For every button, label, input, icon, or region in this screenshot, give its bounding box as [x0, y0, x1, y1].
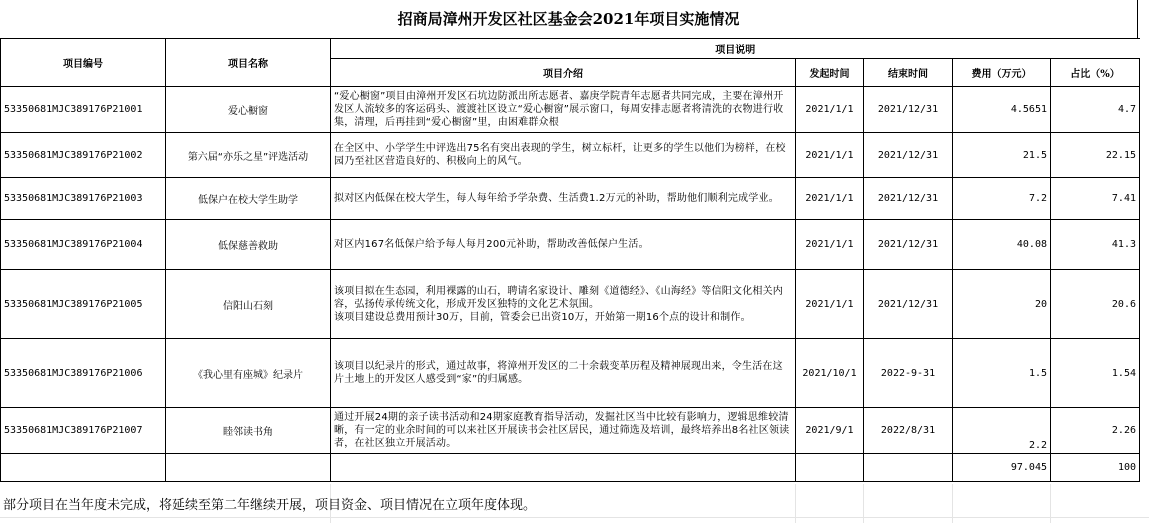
projects-table: [0, 38, 1140, 482]
cell-intro: 在全区中、小学学生中评选出75名有突出表现的学生，树立标杆，让更多的学生以他们为榜样，在校园乃至社区营造良好的、积极向上的风气。: [331, 133, 796, 178]
cell-ratio: 1.54: [1051, 339, 1140, 408]
cell-intro: 该项目以纪录片的形式，通过故事，将漳州开发区的二十余载变革历程及精神展现出来，令生活在这片土地上的开发区人感受到“家”的归属感。: [331, 339, 796, 408]
header-ratio: 占比（%）: [1051, 59, 1140, 87]
cell-cost: 7.2: [953, 178, 1051, 220]
grid-line: [0, 517, 1149, 518]
table-row: [1, 133, 1140, 178]
cell-cost: 4.5651: [953, 87, 1051, 133]
cell-start: 2021/1/1: [796, 178, 864, 220]
cell-intro: 对区内167名低保户给予每人每月200元补助，帮助改善低保户生活。: [331, 220, 796, 270]
total-ratio: 100: [1051, 454, 1140, 482]
cell-name: 爱心橱窗: [166, 87, 331, 133]
cell-code: 53350681MJC389176P21001: [1, 87, 166, 133]
header-start: 发起时间: [796, 59, 864, 87]
cell-ratio: 22.15: [1051, 133, 1140, 178]
totals-row: [1, 454, 1140, 482]
cell-end: 2021/12/31: [864, 220, 953, 270]
cell-code: 53350681MJC389176P21003: [1, 178, 166, 220]
cell-ratio: 2.26: [1051, 408, 1140, 454]
totals-blank: [166, 454, 331, 482]
cell-name: 睦邻读书角: [166, 408, 331, 454]
totals-blank: [331, 454, 796, 482]
total-cost: 97.045: [953, 454, 1051, 482]
cell-start: 2021/10/1: [796, 339, 864, 408]
cell-start: 2021/1/1: [796, 270, 864, 339]
table-row: [1, 339, 1140, 408]
table-row: [1, 408, 1140, 454]
cell-ratio: 4.7: [1051, 87, 1140, 133]
cell-code: 53350681MJC389176P21005: [1, 270, 166, 339]
cell-start: 2021/9/1: [796, 408, 864, 454]
cell-ratio: 7.41: [1051, 178, 1140, 220]
cell-name: 低保慈善救助: [166, 220, 331, 270]
cell-start: 2021/1/1: [796, 220, 864, 270]
cell-intro: 该项目拟在生态园，利用裸露的山石，聘请名家设计、雕刻《道德经》、《山海经》等信阳文化相关内容，弘扬传承传统文化，形成开发区独特的文化艺术氛围。 该项目建设总费用预计30万，目前，管委会已出资10万，开始第一期16个点的设计和制作。: [331, 270, 796, 339]
cell-ratio: 41.3: [1051, 220, 1140, 270]
table-row: [1, 220, 1140, 270]
cell-intro: 通过开展24期的亲子读书活动和24期家庭教育指导活动，发掘社区当中比较有影响力，逻辑思维较清晰，有一定的业余时间的可以来社区开展读书会社区居民，通过筛选及培训，最终培养出8名社区领读者，在社区独立开展活动。: [331, 408, 796, 454]
header-intro: 项目介绍: [331, 59, 796, 87]
cell-end: 2021/12/31: [864, 178, 953, 220]
cell-start: 2021/1/1: [796, 133, 864, 178]
cell-code: 53350681MJC389176P21002: [1, 133, 166, 178]
table-row: [1, 178, 1140, 220]
cell-cost: 1.5: [953, 339, 1051, 408]
page-title: 招商局漳州开发区社区基金会2021年项目实施情况: [0, 0, 1138, 38]
cell-end: 2021/12/31: [864, 270, 953, 339]
cell-start: 2021/1/1: [796, 87, 864, 133]
cell-name: 信阳山石刻: [166, 270, 331, 339]
cell-end: 2022-9-31: [864, 339, 953, 408]
cell-end: 2022/8/31: [864, 408, 953, 454]
totals-blank: [1, 454, 166, 482]
cell-code: 53350681MJC389176P21007: [1, 408, 166, 454]
cell-cost: 40.08: [953, 220, 1051, 270]
cell-name: 第六届“亦乐之星”评选活动: [166, 133, 331, 178]
cell-cost: 20: [953, 270, 1051, 339]
footer-note: 部分项目在当年度未完成，将延续至第二年继续开展，项目资金、项目情况在立项年度体现。: [3, 498, 537, 513]
totals-blank: [864, 454, 953, 482]
header-explain-group: 项目说明: [331, 39, 1140, 59]
cell-name: 低保户在校大学生助学: [166, 178, 331, 220]
cell-code: 53350681MJC389176P21004: [1, 220, 166, 270]
header-row-top: [1, 39, 1140, 59]
table-row: [1, 87, 1140, 133]
header-name: 项目名称: [166, 39, 331, 87]
cell-intro: 拟对区内低保在校大学生，每人每年给予学杂费、生活费1.2万元的补助，帮助他们顺利完成学业。: [331, 178, 796, 220]
table-row: [1, 270, 1140, 339]
cell-ratio: 20.6: [1051, 270, 1140, 339]
header-cost: 费用（万元）: [953, 59, 1051, 87]
cell-end: 2021/12/31: [864, 133, 953, 178]
cell-intro: “爱心橱窗”项目由漳州开发区石坑边防派出所志愿者、嘉庚学院青年志愿者共同完成，主要在漳州开发区人流较多的客运码头、渡渡社区设立“爱心橱窗”展示窗口，每周安排志愿者将清洗的衣物进行收集，清理，后再挂到“爱心橱窗”里，由困难群众根: [331, 87, 796, 133]
header-code: 项目编号: [1, 39, 166, 87]
cell-cost: 2.2: [953, 408, 1051, 454]
cell-code: 53350681MJC389176P21006: [1, 339, 166, 408]
cell-end: 2021/12/31: [864, 87, 953, 133]
header-end: 结束时间: [864, 59, 953, 87]
cell-cost: 21.5: [953, 133, 1051, 178]
totals-blank: [796, 454, 864, 482]
cell-name: 《我心里有座城》纪录片: [166, 339, 331, 408]
